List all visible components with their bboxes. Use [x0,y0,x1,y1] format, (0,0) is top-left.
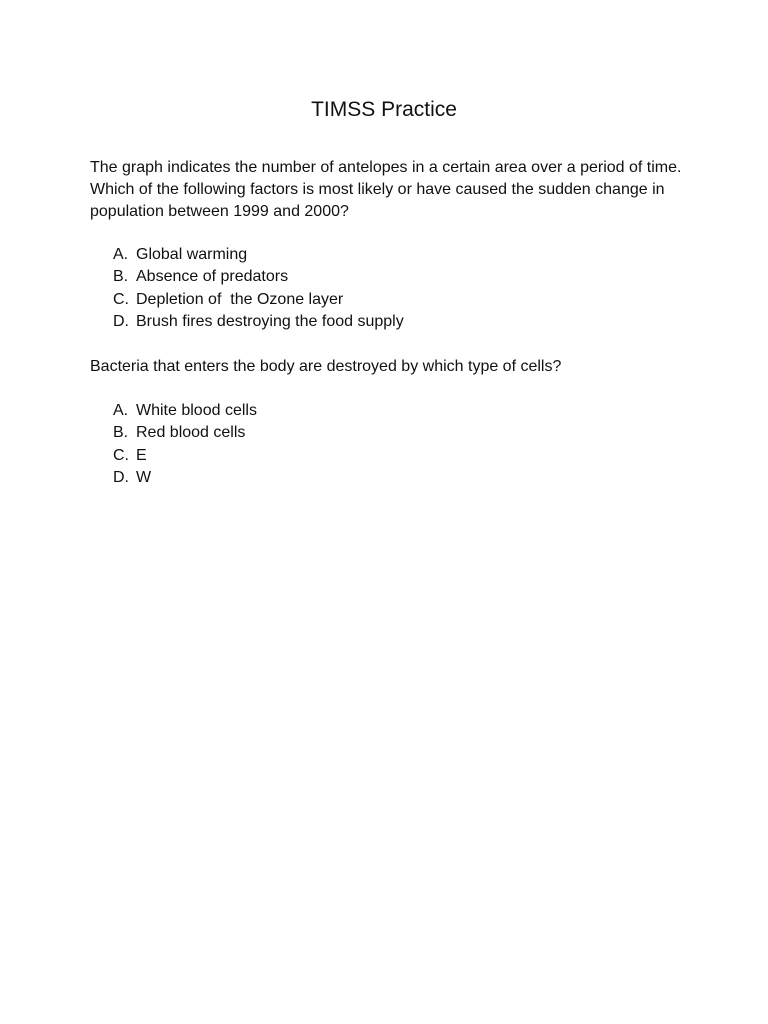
option-letter: A. [113,246,129,263]
option-item [113,244,673,266]
option-item [113,311,673,333]
option-item [113,445,673,467]
question-2-text: Bacteria that enters the body are destroyed by which type of cells? [90,358,562,375]
option-text: Brush fires destroying the food supply [136,312,404,330]
option-text: E [136,446,147,464]
option-letter: D. [113,468,129,486]
option-item [113,422,673,444]
option-letter: D. [113,312,129,330]
question-1-options [113,244,673,333]
option-letter: A. [113,402,129,419]
option-letter: C. [113,446,129,464]
option-item [113,289,673,311]
page-title: TIMSS Practice [311,98,457,121]
option-text: W [136,468,152,486]
question-1-text: The graph indicates the number of antelopes in a certain area over a period of time. Which of the following factors is most likely or have caused the sudden change in population between 1999 and 2000? [90,159,682,220]
question-2-options [113,400,673,489]
option-text: Global warming [136,246,248,263]
option-text: Red blood cells [136,424,246,442]
option-item [113,400,673,422]
option-item [113,266,673,288]
option-text: White blood cells [136,402,257,419]
option-text: Depletion of the Ozone layer [136,290,344,308]
option-letter: B. [113,268,129,286]
option-letter: B. [113,424,129,442]
option-letter: C. [113,290,129,308]
option-item [113,467,673,489]
option-text: Absence of predators [136,268,289,286]
